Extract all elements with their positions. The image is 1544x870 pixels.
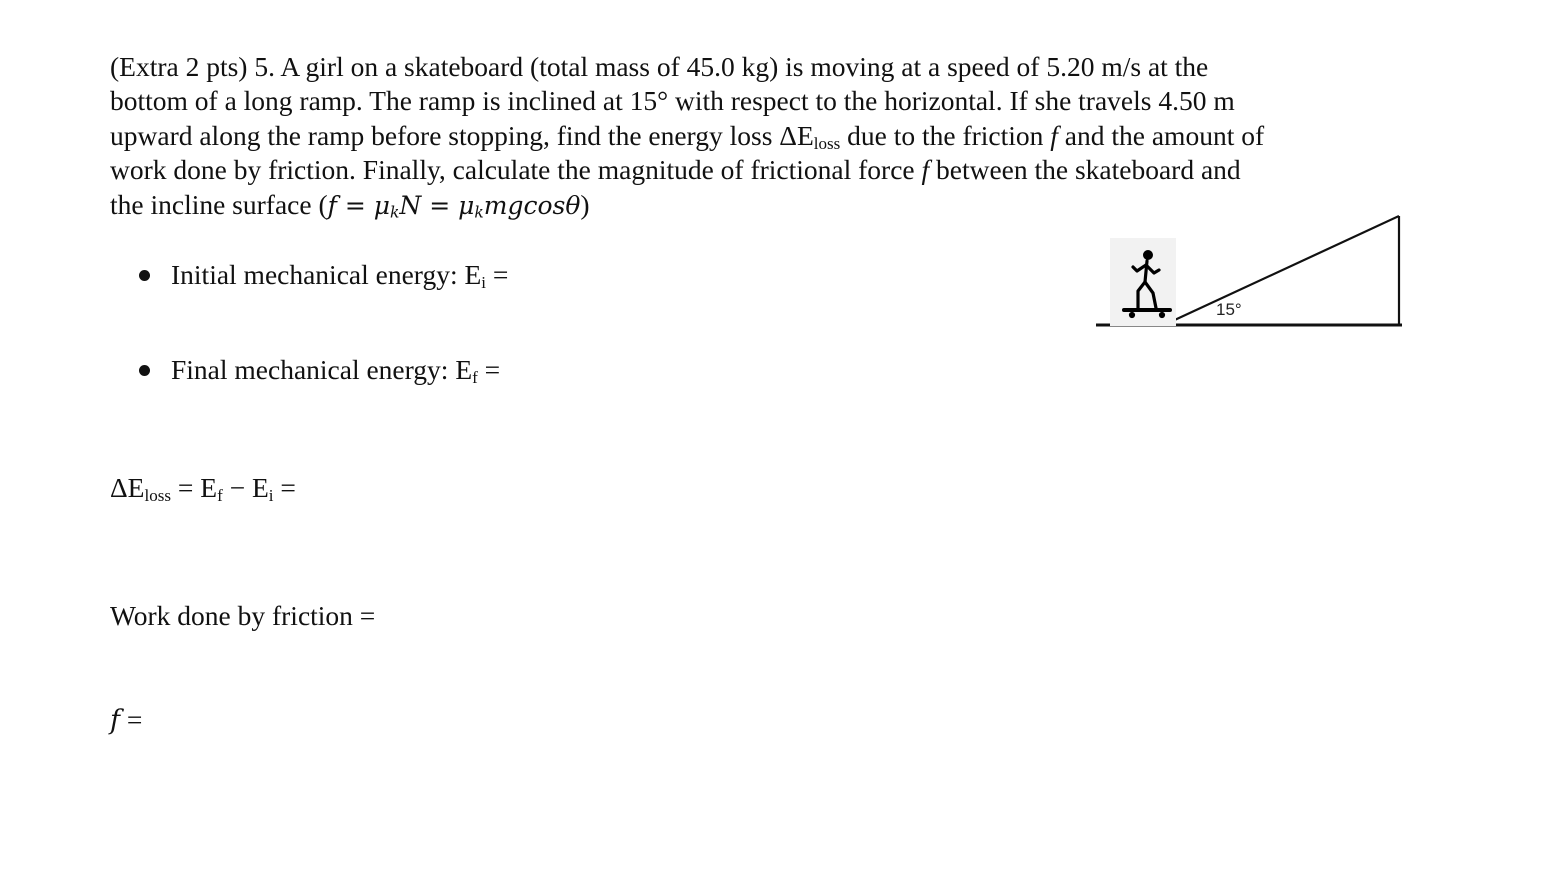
energy-loss-equation xyxy=(110,471,296,505)
work-label: Work done by friction = xyxy=(110,600,376,631)
final-energy-label xyxy=(171,353,500,387)
equation-text: = xyxy=(273,472,296,503)
bullet-text: = xyxy=(486,259,509,290)
subscript: loss xyxy=(813,133,841,153)
problem-text: and the amount of xyxy=(1057,119,1265,151)
friction-symbol: f xyxy=(921,154,930,186)
friction-formula xyxy=(328,191,581,220)
math-symbol: f xyxy=(327,190,337,220)
subscript: f xyxy=(217,485,223,505)
problem-text: upward along the ramp before stopping, find the energy loss ΔE xyxy=(110,119,814,151)
equation-text: = E xyxy=(171,472,218,503)
subscript: f xyxy=(472,367,478,387)
friction-symbol: f xyxy=(110,705,120,736)
subscript: loss xyxy=(144,485,171,505)
equation-text: ΔE xyxy=(110,472,145,503)
problem-text: between the skateboard and xyxy=(929,154,1241,186)
problem-line-1: (Extra 2 pts) 5. A girl on a skateboard (total mass of 45.0 kg) is moving at a speed of 5.20 m/s at the xyxy=(110,51,1209,82)
math-symbol: μ xyxy=(373,190,390,220)
angle-label: 15° xyxy=(1216,300,1242,319)
equation-text: − E xyxy=(222,472,269,503)
problem-text: ) xyxy=(580,188,590,220)
problem-line-4 xyxy=(110,153,1440,187)
ramp-diagram xyxy=(1090,210,1410,335)
math-operator: = xyxy=(421,190,459,220)
bullet-icon xyxy=(139,365,150,376)
bullet-icon xyxy=(139,270,150,281)
subscript: k xyxy=(389,203,400,222)
equation-text: = xyxy=(120,704,143,735)
problem-line-2: bottom of a long ramp. The ramp is inclined at 15° with respect to the horizontal. If she travels 4.50 m xyxy=(110,85,1235,117)
bullet-text: = xyxy=(477,354,501,385)
subscript: i xyxy=(268,485,274,505)
problem-statement xyxy=(110,50,1440,223)
problem-text: due to the friction xyxy=(840,119,1051,151)
initial-energy-label xyxy=(171,258,508,292)
bullet-text: Initial mechanical energy: E xyxy=(171,259,482,290)
math-symbol: μ xyxy=(458,190,475,220)
friction-symbol: f xyxy=(1050,119,1058,151)
math-symbol: N xyxy=(399,190,422,220)
math-symbol: mgcosθ xyxy=(483,190,581,220)
work-friction-line xyxy=(110,599,375,633)
problem-text: work done by friction. Finally, calculate the magnitude of frictional force xyxy=(110,154,922,186)
math-operator: = xyxy=(336,190,374,220)
bullet-text: Final mechanical energy: E xyxy=(171,354,473,385)
problem-line-3 xyxy=(110,119,1440,153)
ramp-incline xyxy=(1166,216,1399,324)
friction-force-line xyxy=(110,703,142,738)
subscript: k xyxy=(474,203,484,222)
ramp-figure xyxy=(1090,210,1410,335)
problem-text: the incline surface ( xyxy=(110,188,328,220)
subscript: i xyxy=(481,272,486,292)
